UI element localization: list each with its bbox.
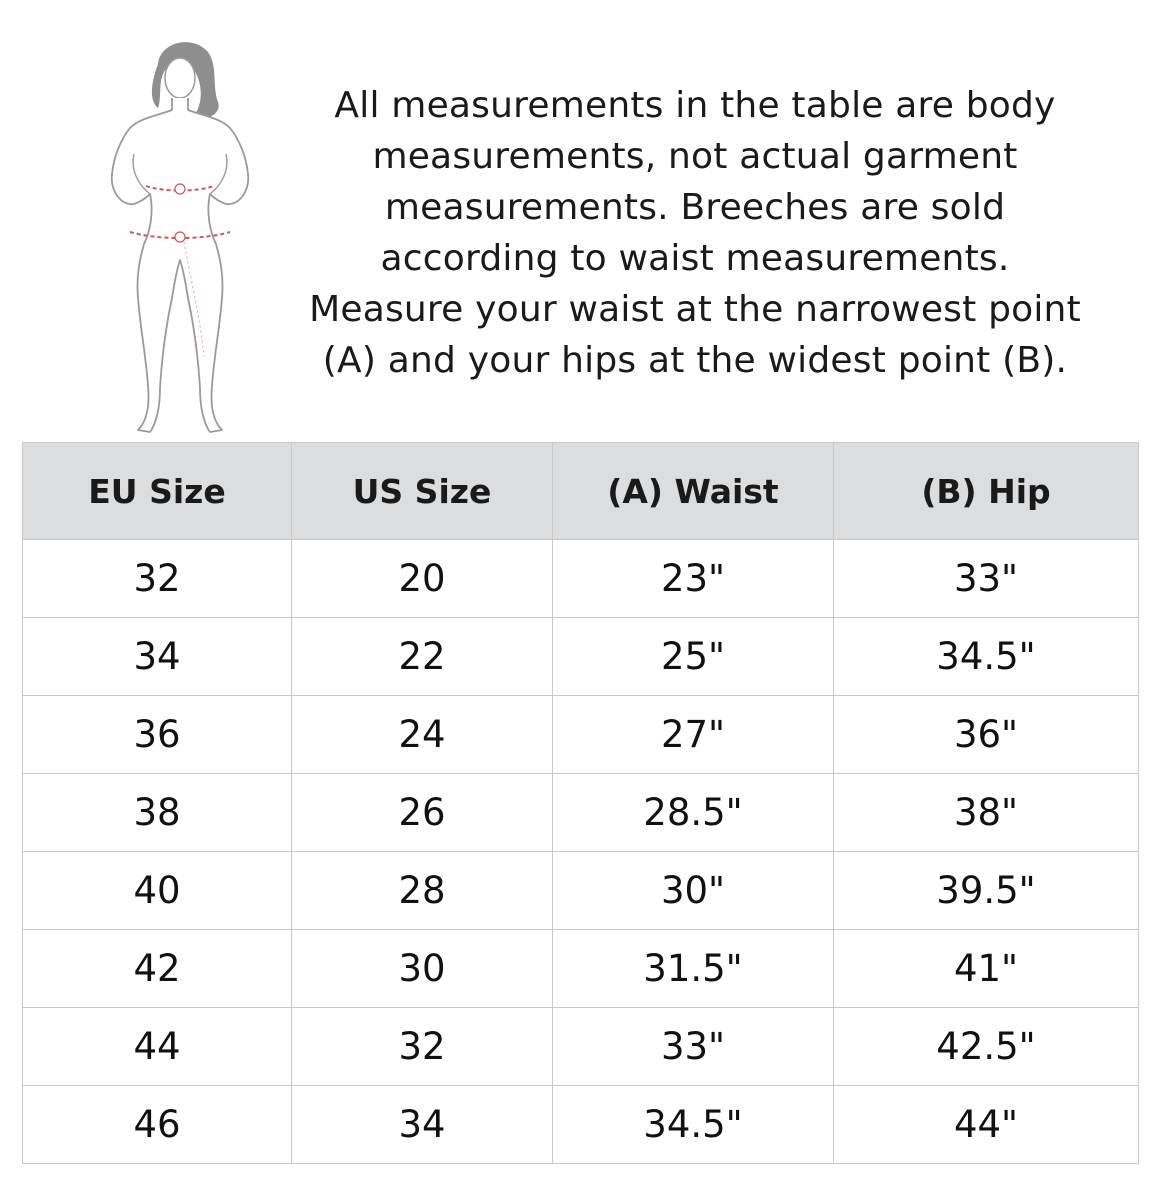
cell-eu-size: 36 [23,696,292,774]
size-chart-table [22,442,1139,1164]
hip-marker-icon [175,232,185,242]
body-measurement-illustration [100,36,270,440]
cell-us-size: 30 [292,930,553,1008]
header-hip: (B) Hip [834,443,1139,540]
table-row [23,696,1139,774]
instruction-line: according to waist measurements. [380,238,1010,279]
cell-waist: 28.5" [553,774,834,852]
table-row [23,852,1139,930]
woman-figure-icon [100,36,270,440]
table-row [23,618,1139,696]
head-shape [165,58,195,98]
instruction-line: measurements. Breeches are sold [384,187,1006,228]
cell-hip: 38" [834,774,1139,852]
cell-waist: 33" [553,1008,834,1086]
table-row [23,774,1139,852]
cell-us-size: 32 [292,1008,553,1086]
measurement-instructions [290,80,1100,386]
header-eu-size: EU Size [23,443,292,540]
cell-eu-size: 34 [23,618,292,696]
cell-us-size: 22 [292,618,553,696]
cell-us-size: 20 [292,540,553,618]
instruction-line: measurements, not actual garment [372,136,1018,177]
cell-hip: 39.5" [834,852,1139,930]
cell-waist: 31.5" [553,930,834,1008]
header-us-size: US Size [292,443,553,540]
table-row [23,1086,1139,1164]
cell-eu-size: 32 [23,540,292,618]
cell-waist: 27" [553,696,834,774]
cell-hip: 34.5" [834,618,1139,696]
cell-waist: 23" [553,540,834,618]
cell-us-size: 24 [292,696,553,774]
instruction-line: Measure your waist at the narrowest point [309,289,1081,330]
cell-eu-size: 40 [23,852,292,930]
cell-eu-size: 46 [23,1086,292,1164]
cell-eu-size: 42 [23,930,292,1008]
table-header-row [23,443,1139,540]
table-row [23,540,1139,618]
cell-hip: 41" [834,930,1139,1008]
cell-hip: 44" [834,1086,1139,1164]
cell-waist: 30" [553,852,834,930]
table-row [23,930,1139,1008]
cell-eu-size: 38 [23,774,292,852]
body-outline [112,98,248,432]
cell-hip: 42.5" [834,1008,1139,1086]
cell-waist: 34.5" [553,1086,834,1164]
table-row [23,1008,1139,1086]
instruction-line: (A) and your hips at the widest point (B). [322,340,1068,381]
cell-us-size: 26 [292,774,553,852]
cell-eu-size: 44 [23,1008,292,1086]
cell-us-size: 28 [292,852,553,930]
cell-hip: 36" [834,696,1139,774]
cell-waist: 25" [553,618,834,696]
instruction-line: All measurements in the table are body [334,85,1056,126]
waist-marker-icon [175,184,185,194]
cell-us-size: 34 [292,1086,553,1164]
header-waist: (A) Waist [553,443,834,540]
cell-hip: 33" [834,540,1139,618]
